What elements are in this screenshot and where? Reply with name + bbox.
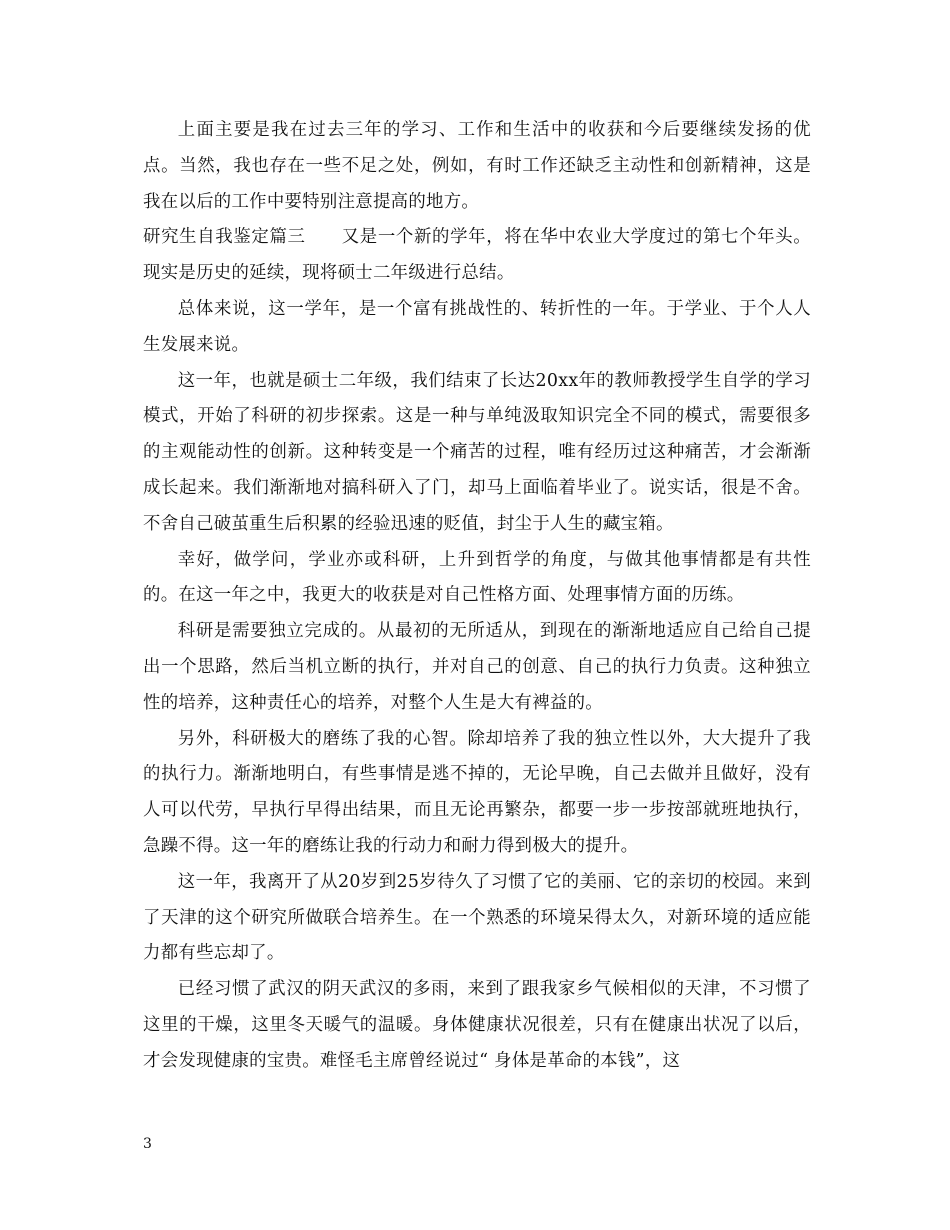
paragraph-1: 上面主要是我在过去三年的学习、工作和生活中的收获和今后要继续发扬的优点。当然，我也存在一些不足之处，例如，有时工作还缺乏主动性和创新精神，这是我在以后的工作中要特别注意提高的地方。 <box>143 120 811 212</box>
paragraph-8: 这一年，我离开了从20岁到25岁待久了习惯了它的美丽、它的亲切的校园。来到了天津的这个研究所做联合培养生。在一个熟悉的环境呆得太久，对新环境的适应能力都有些忘却了。 <box>143 871 811 964</box>
paragraph-2-section-heading: 研究生自我鉴定篇三 又是一个新的学年，将在华中农业大学度过的第七个年头。现实是历史的延续，现将硕士二年级进行总结。 <box>143 227 811 284</box>
paragraph-7: 另外，科研极大的磨练了我的心智。除却培养了我的独立性以外，大大提升了我的执行力。渐渐地明白，有些事情是逃不掉的，无论早晚，自己去做并且做好，没有人可以代劳，早执行早得出结果，而且无论再繁杂，都要一步一步按部就班地执行，急躁不得。这一年的磨练让我的行动力和耐力得到极大的提升。 <box>143 728 811 856</box>
document-body <box>143 113 811 1080</box>
paragraph-6: 科研是需要独立完成的。从最初的无所适从，到现在的渐渐地适应自己给自己提出一个思路，然后当机立断的执行，并对自己的创意、自己的执行力负责。这种独立性的培养，这种责任心的培养，对整个人生是大有裨益的。 <box>143 621 811 713</box>
paragraph-9: 已经习惯了武汉的阴天武汉的多雨，来到了跟我家乡气候相似的天津，不习惯了这里的干燥，这里冬天暖气的温暖。身体健康状况很差，只有在健康出状况了以后，才会发现健康的宝贵。难怪毛主席曾经说过“ 身体是革命的本钱”，这 <box>143 979 811 1071</box>
paragraph-5: 幸好，做学问，学业亦或科研，上升到哲学的角度，与做其他事情都是有共性的。在这一年之中，我更大的收获是对自己性格方面、处理事情方面的历练。 <box>143 549 811 606</box>
page-number: 3 <box>143 1136 152 1152</box>
paragraph-4: 这一年，也就是硕士二年级，我们结束了长达20xx年的教师教授学生自学的学习模式，开始了科研的初步探索。这是一种与单纯汲取知识完全不同的模式，需要很多的主观能动性的创新。这种转变是一个痛苦的过程，唯有经历过这种痛苦，才会渐渐成长起来。我们渐渐地对搞科研入了门，却马上面临着毕业了。说实话，很是不舍。不舍自己破茧重生后积累的经验迅速的贬值，封尘于人生的藏宝箱。 <box>143 370 811 534</box>
paragraph-3: 总体来说，这一学年，是一个富有挑战性的、转折性的一年。于学业、于个人人生发展来说。 <box>143 298 811 355</box>
